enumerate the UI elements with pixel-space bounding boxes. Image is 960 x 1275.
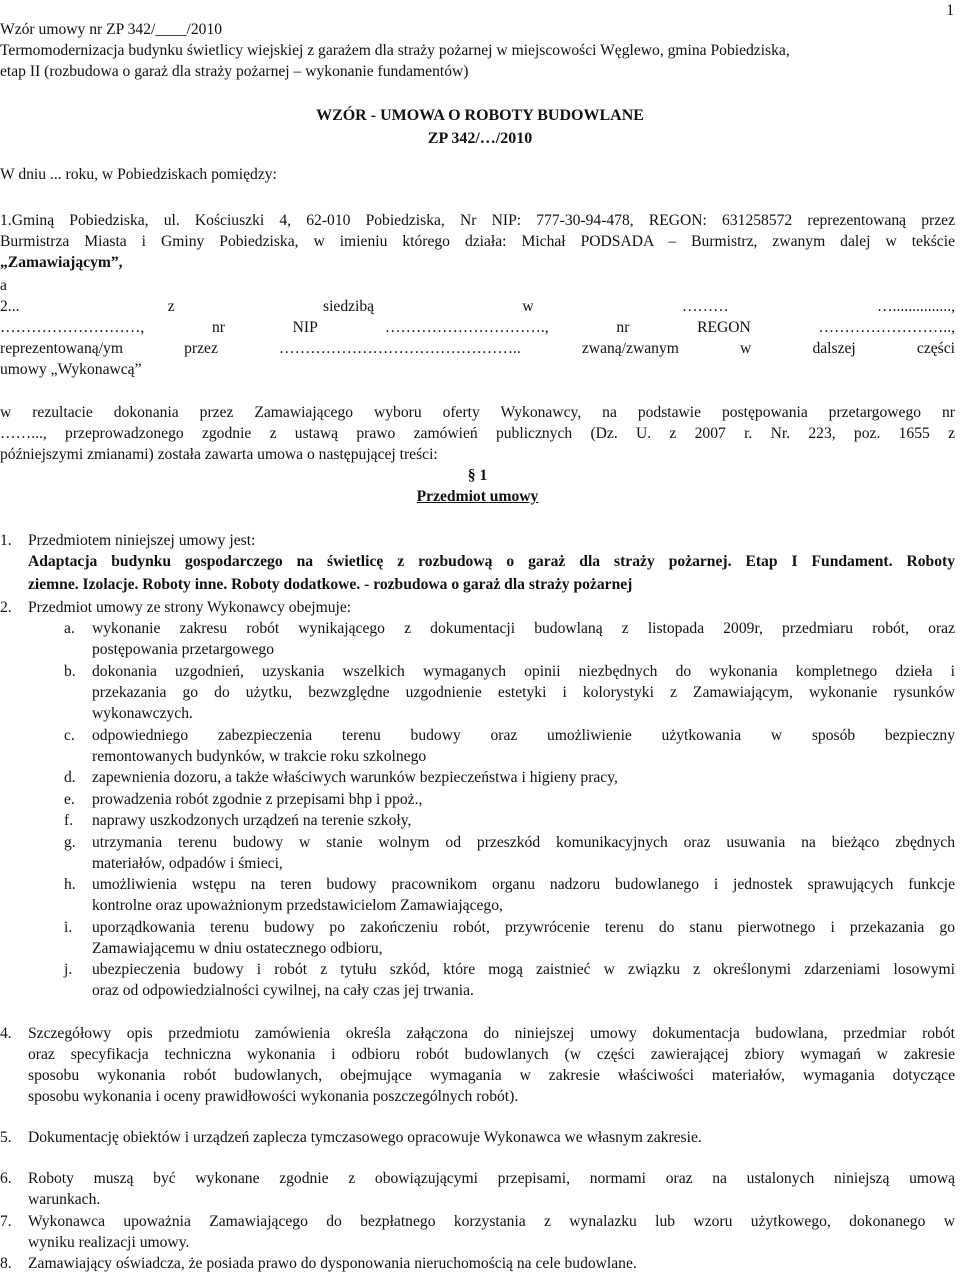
sub-item-b-line-3: wykonawczych. (92, 705, 193, 722)
sub-item-g-line-1: utrzymania terenu budowy w stanie wolnym od przeszkód komunikacyjnych oraz usuwania na bieżąco zbędnych (92, 834, 955, 851)
party-1-line-3: „Zamawiającym”, (0, 254, 123, 271)
party-2-line-1: 2... z siedzibą w ……… …..............., (0, 298, 955, 315)
sub-item-h-line-1: umożliwienia wstępu na teren budowy pracownikom organu nadzoru budowlanego i jednostek sprawujących funkcje (92, 876, 955, 893)
sub-item-i-line-1: uporządkowania terenu budowy po zakończeniu robót, przywrócenie terenu do stanu pierwotnego i przekazania go (92, 919, 955, 936)
item-6-number: 6. (0, 1170, 12, 1187)
title-line-2: ZP 342/…/2010 (427, 130, 533, 147)
document-title (0, 104, 960, 150)
item-7-line-1: Wykonawca upoważnia Zamawiającego do bezpłatnego korzystania z wynalazku lub wzoru użytkowego, dokonanego w (28, 1213, 955, 1230)
sub-item-c-line-1: odpowiedniego zabezpieczenia terenu budowy oraz umożliwienie użytkowania w sposób bezpieczny (92, 727, 955, 744)
item-2-number: 2. (0, 599, 12, 616)
section-title: Przedmiot umowy (416, 488, 539, 505)
result-line-3: późniejszymi zmianami) została zawarta umowa o następującej treści: (0, 446, 438, 463)
item-7-number: 7. (0, 1213, 12, 1230)
sub-item-e-letter: e. (64, 791, 75, 808)
item-4-line-2: oraz specyfikacja techniczna wykonania i odbioru robót budowlanych (w części zawierającej zbiory wymagań w zakresie (28, 1046, 955, 1063)
party-2-line-4: umowy „Wykonawcą” (0, 361, 142, 378)
item-6-line-1: Roboty muszą być wykonane zgodnie z obowiązującymi przepisami, normami oraz na ustalonych niniejszą umową (28, 1170, 955, 1187)
sub-item-a-letter: a. (64, 620, 75, 637)
item-7-line-2: wyniku realizacji umowy. (28, 1234, 190, 1251)
sub-item-d-letter: d. (64, 769, 76, 786)
party-2-line-3: reprezentowaną/ym przez ……………………………………….. zwaną/zwanym w dalszej części (0, 340, 955, 357)
sub-item-g-line-2: materiałów, odpadów i śmieci, (92, 855, 283, 872)
item-5-number: 5. (0, 1129, 12, 1146)
sub-item-e-line-1: prowadzenia robót zgodnie z przepisami bhp i ppoż., (92, 791, 423, 808)
title-line-1: WZÓR - UMOWA O ROBOTY BUDOWLANE (316, 107, 644, 124)
sub-item-a-line-2: postępowania przetargowego (92, 641, 275, 658)
item-4-line-4: sposobu wykonania i oceny prawidłowości wykonania poszczególnych robót). (28, 1088, 519, 1105)
sub-item-b-line-1: dokonania uzgodnień, uzyskania wszelkich wymaganych opinii niezbędnych do wykonania kompletnego dzieła i (92, 663, 955, 680)
section-mark: § 1 (467, 467, 488, 484)
item-1-bold-line-1: Adaptacja budynku gospodarczego na świetlicę z rozbudową o garaż dla straży pożarnej. Etap I Fundament. Roboty (28, 553, 955, 570)
header-line-3: etap II (rozbudowa o garaż dla straży pożarnej – wykonanie fundamentów) (0, 63, 469, 80)
item-8-line-1: Zamawiający oświadcza, że posiada prawo do dysponowania nieruchomością na cele budowlane. (28, 1255, 637, 1272)
sub-item-i-line-2: Zamawiającemu w dniu ostatecznego odbioru, (92, 940, 383, 957)
sub-item-f-letter: f. (64, 812, 74, 829)
sub-item-b-letter: b. (64, 663, 76, 680)
sub-item-g-letter: g. (64, 834, 76, 851)
conjunction-a: a (0, 277, 7, 294)
item-1-text: Przedmiotem niniejszej umowy jest: (28, 532, 256, 549)
intro-text: W dniu ... roku, w Pobiedziskach pomiędzy: (0, 166, 277, 183)
result-line-1: w rezultacie dokonania przez Zamawiającego wyboru oferty Wykonawcy, na podstawie postępowania przetargowego nr (0, 404, 955, 421)
item-5-line-1: Dokumentację obiektów i urządzeń zaplecza tymczasowego opracowuje Wykonawca we własnym zakresie. (28, 1129, 702, 1146)
sub-item-f-line-1: naprawy uszkodzonych urządzeń na terenie szkoły, (92, 812, 412, 829)
sub-item-j-letter: j. (64, 961, 73, 978)
item-2-text: Przedmiot umowy ze strony Wykonawcy obejmuje: (28, 599, 352, 616)
item-4-number: 4. (0, 1025, 12, 1042)
item-1-number: 1. (0, 532, 12, 549)
page-number: 1 (946, 2, 954, 19)
sub-item-i-letter: i. (64, 919, 73, 936)
sub-item-j-line-1: ubezpieczenia budowy i robót z tytułu szkód, które mogą zaistnieć w związku z określonymi zdarzeniami losowymi (92, 961, 955, 978)
sub-item-h-line-2: kontrolne oraz upoważnionym przedstawicielom Zamawiającego, (92, 897, 503, 914)
party-1-line-2: Burmistrza Miasta i Gminy Pobiedziska, w imieniu którego działa: Michał PODSADA – Burmistrz, zwanym dalej w tekście (0, 233, 955, 250)
result-line-2: ……..., przeprowadzonego zgodnie z ustawą prawo zamówień publicznych (Dz. U. z 2007 r. Nr. 223, poz. 1655 z (0, 425, 955, 442)
sub-item-j-line-2: oraz od odpowiedzialności cywilnej, na cały czas jej trwania. (92, 982, 474, 999)
sub-item-c-letter: c. (64, 727, 75, 744)
sub-item-h-letter: h. (64, 876, 76, 893)
item-6-line-2: warunkach. (28, 1191, 101, 1208)
sub-item-b-line-2: przekazania go do użytku, bezwzględne uzgodnienie estetyki i kolorystyki z Zamawiającym, wykonanie rysunków (92, 684, 955, 701)
item-8-number: 8. (0, 1255, 12, 1272)
header-line-1: Wzór umowy nr ZP 342/____/2010 (0, 21, 223, 38)
sub-item-a-line-1: wykonanie zakresu robót wynikającego z dokumentacji budowlaną z listopada 2009r, przedmiaru robót, oraz (92, 620, 955, 637)
sub-item-d-line-1: zapewnienia dozoru, a także właściwych warunków bezpieczeństwa i higieny pracy, (92, 769, 618, 786)
item-4-line-1: Szczegółowy opis przedmiotu zamówienia określa załączona do niniejszej umowy dokumentacja budowlana, przedmiar robót (28, 1025, 955, 1042)
sub-item-c-line-2: remontowanych budynków, w trakcie roku szkolnego (92, 748, 427, 765)
party-1-line-1: 1.Gminą Pobiedziska, ul. Kościuszki 4, 62-010 Pobiedziska, Nr NIP: 777-30-94-478, REGON: 631258572 reprezentowaną przez (0, 212, 955, 229)
header-line-2: Termomodernizacja budynku świetlicy wiejskiej z garażem dla straży pożarnej w miejscowości Węglewo, gmina Pobiedziska, (0, 42, 790, 59)
item-1-bold-line-2: ziemne. Izolacje. Roboty inne. Roboty dodatkowe. - rozbudowa o garaż dla straży pożarnej (28, 576, 633, 593)
item-4-line-3: sposobu wykonania robót budowlanych, obejmujące wymagania w zakresie właściwości materiałów, wymagania dotyczące (28, 1067, 955, 1084)
party-2-line-2: ………………………, nr NIP …………………………., nr REGON …………………….., (0, 319, 955, 336)
